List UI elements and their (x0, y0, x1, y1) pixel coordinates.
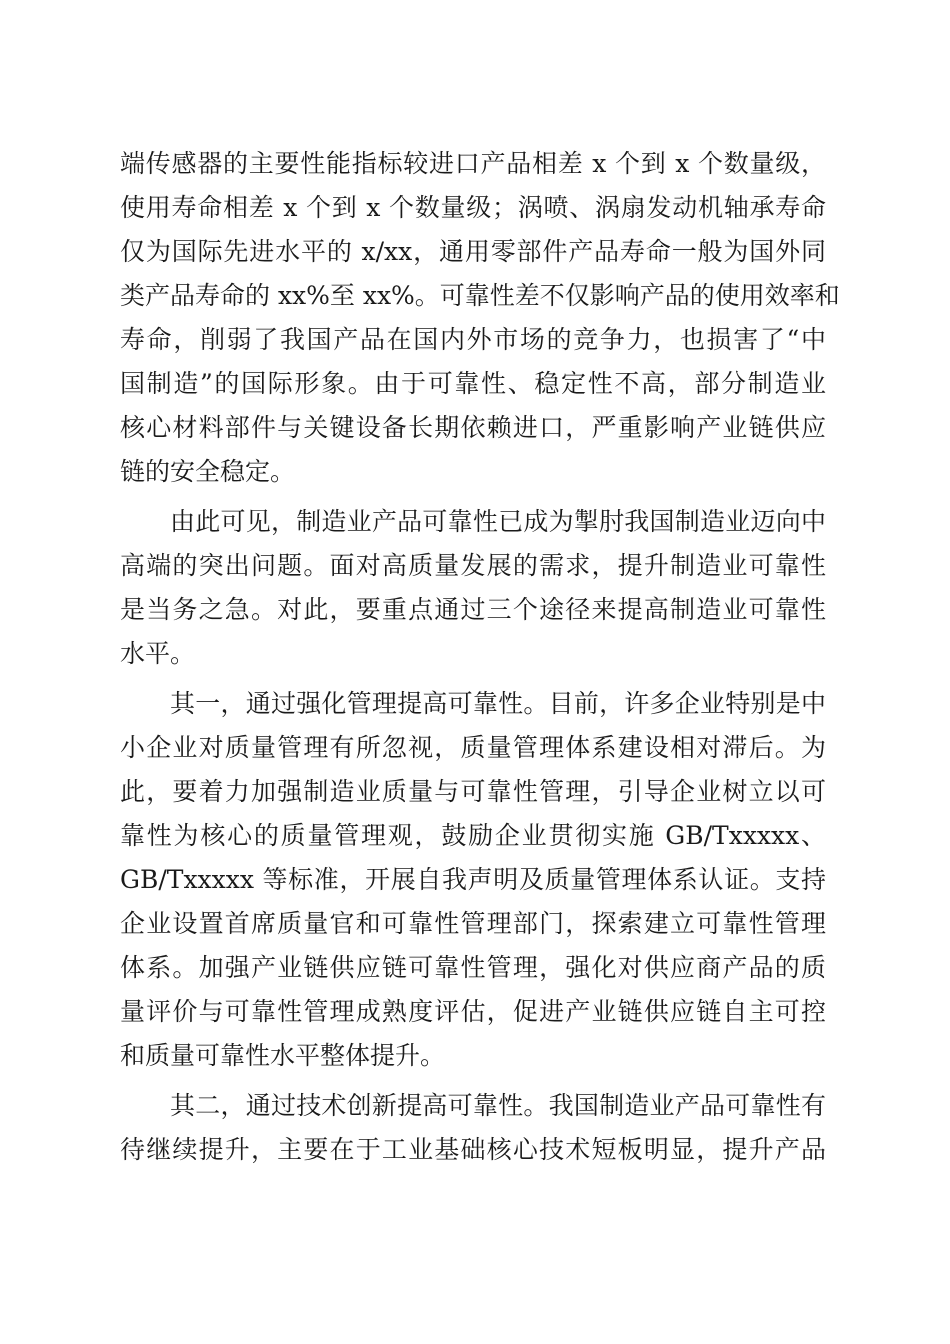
text-line: 仅为国际先进水平的 x/xx，通用零部件产品寿命一般为国外同 (120, 237, 826, 266)
paragraph-1 (120, 142, 840, 494)
paragraph-4 (120, 1084, 826, 1172)
text-line: 体系。加强产业链供应链可靠性管理，强化对供应商产品的质 (120, 953, 826, 982)
text-line: GB/Txxxxx 等标准，开展自我声明及质量管理体系认证。支持 (120, 865, 826, 894)
text-line: 其一，通过强化管理提高可靠性。目前，许多企业特别是中 (170, 689, 826, 718)
text-line: 此，要着力加强制造业质量与可靠性管理，引导企业树立以可 (120, 777, 826, 806)
text-line: 端传感器的主要性能指标较进口产品相差 x 个到 x 个数量级， (120, 149, 826, 178)
text-line: 待继续提升，主要在于工业基础核心技术短板明显，提升产品 (120, 1135, 826, 1164)
text-line: 是当务之急。对此，要重点通过三个途径来提高制造业可靠性 (120, 595, 826, 624)
text-line: 水平。 (120, 639, 196, 668)
text-line: 链的安全稳定。 (120, 457, 296, 486)
text-line: 使用寿命相差 x 个到 x 个数量级；涡喷、涡扇发动机轴承寿命 (120, 193, 826, 222)
text-line: 由此可见，制造业产品可靠性已成为掣肘我国制造业迈向中 (170, 507, 826, 536)
text-line: 类产品寿命的 xx%至 xx%。可靠性差不仅影响产品的使用效率和 (120, 281, 840, 310)
text-line: 小企业对质量管理有所忽视，质量管理体系建设相对滞后。为 (120, 733, 826, 762)
paragraph-2 (120, 500, 826, 676)
text-line: 其二，通过技术创新提高可靠性。我国制造业产品可靠性有 (170, 1091, 826, 1120)
text-line: 高端的突出问题。面对高质量发展的需求，提升制造业可靠性 (120, 551, 826, 580)
text-line: 和质量可靠性水平整体提升。 (120, 1041, 446, 1070)
document-body (120, 142, 840, 1172)
text-line: 靠性为核心的质量管理观，鼓励企业贯彻实施 GB/Txxxxx、 (120, 821, 826, 850)
text-line: 企业设置首席质量官和可靠性管理部门，探索建立可靠性管理 (120, 909, 826, 938)
text-line: 寿命，削弱了我国产品在国内外市场的竞争力，也损害了“中 (120, 325, 826, 354)
text-line: 国制造”的国际形象。由于可靠性、稳定性不高，部分制造业 (120, 369, 826, 398)
text-line: 量评价与可靠性管理成熟度评估，促进产业链供应链自主可控 (120, 997, 826, 1026)
text-line: 核心材料部件与关键设备长期依赖进口，严重影响产业链供应 (120, 413, 826, 442)
paragraph-3 (120, 682, 826, 1078)
